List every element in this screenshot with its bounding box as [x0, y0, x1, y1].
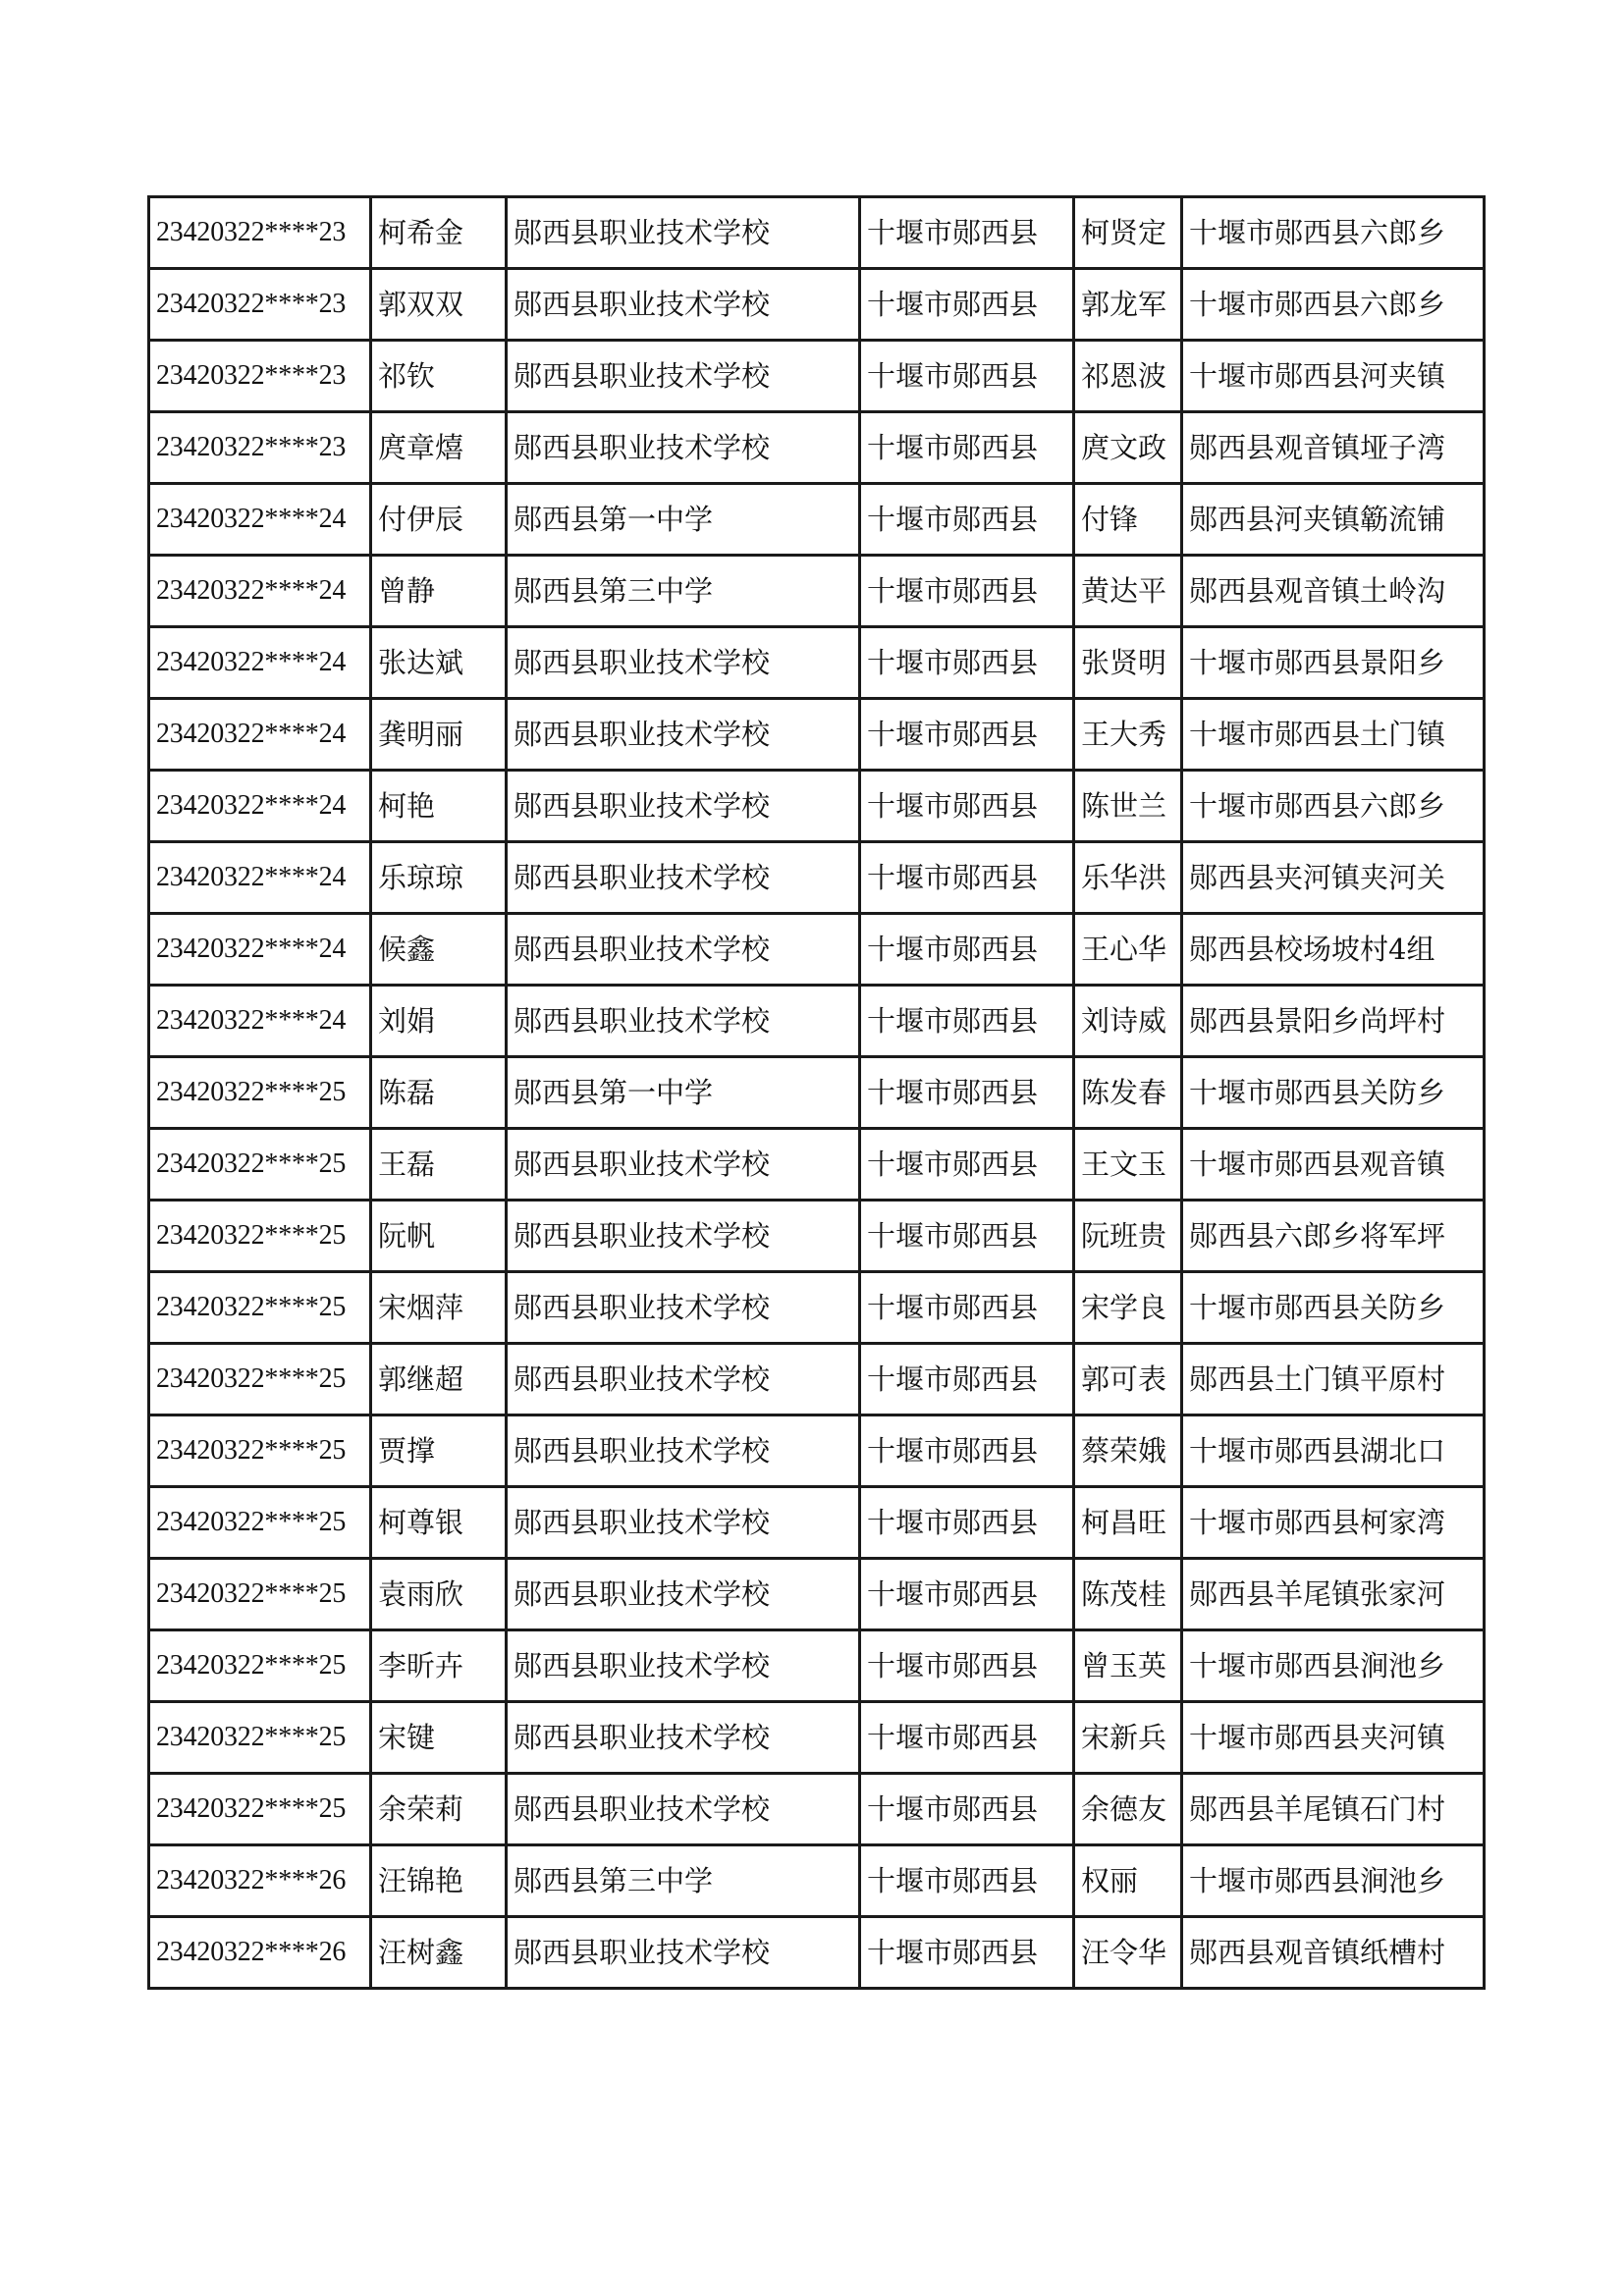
address-cell: 郧西县观音镇垭子湾	[1182, 412, 1485, 484]
county-cell: 十堰市郧西县	[860, 627, 1074, 699]
address-cell: 十堰市郧西县六郎乡	[1182, 197, 1485, 269]
address-cell: 十堰市郧西县六郎乡	[1182, 269, 1485, 341]
table-row	[149, 197, 1485, 269]
school-cell: 郧西县第三中学	[507, 1845, 860, 1917]
guardian-name-cell: 郭可表	[1074, 1344, 1182, 1415]
school-cell: 郧西县职业技术学校	[507, 197, 860, 269]
student-name-cell: 庹章熺	[371, 412, 507, 484]
county-cell: 十堰市郧西县	[860, 986, 1074, 1057]
school-cell: 郧西县职业技术学校	[507, 1702, 860, 1774]
student-name-cell: 宋烟萍	[371, 1272, 507, 1344]
id-number-cell: 23420322****25	[149, 1129, 371, 1201]
address-cell: 郧西县羊尾镇石门村	[1182, 1774, 1485, 1845]
table-row	[149, 1559, 1485, 1630]
county-cell: 十堰市郧西县	[860, 341, 1074, 412]
student-name-cell: 柯希金	[371, 197, 507, 269]
student-name-cell: 乐琼琼	[371, 842, 507, 914]
guardian-name-cell: 祁恩波	[1074, 341, 1182, 412]
address-cell: 十堰市郧西县景阳乡	[1182, 627, 1485, 699]
address-cell: 十堰市郧西县湖北口	[1182, 1415, 1485, 1487]
table-row	[149, 1702, 1485, 1774]
roster-body	[149, 197, 1485, 1989]
id-number-cell: 23420322****25	[149, 1415, 371, 1487]
guardian-name-cell: 柯昌旺	[1074, 1487, 1182, 1559]
guardian-name-cell: 柯贤定	[1074, 197, 1182, 269]
school-cell: 郧西县第一中学	[507, 484, 860, 556]
county-cell: 十堰市郧西县	[860, 1917, 1074, 1989]
table-row	[149, 986, 1485, 1057]
county-cell: 十堰市郧西县	[860, 1415, 1074, 1487]
address-cell: 郧西县观音镇土岭沟	[1182, 556, 1485, 627]
guardian-name-cell: 余德友	[1074, 1774, 1182, 1845]
id-number-cell: 23420322****25	[149, 1702, 371, 1774]
address-cell: 十堰市郧西县土门镇	[1182, 699, 1485, 771]
table-row	[149, 842, 1485, 914]
school-cell: 郧西县职业技术学校	[507, 1272, 860, 1344]
address-cell: 郧西县土门镇平原村	[1182, 1344, 1485, 1415]
county-cell: 十堰市郧西县	[860, 556, 1074, 627]
address-cell: 十堰市郧西县六郎乡	[1182, 771, 1485, 842]
address-cell: 十堰市郧西县夹河镇	[1182, 1702, 1485, 1774]
table-row	[149, 627, 1485, 699]
address-cell: 郧西县景阳乡尚坪村	[1182, 986, 1485, 1057]
id-number-cell: 23420322****23	[149, 341, 371, 412]
table-row	[149, 699, 1485, 771]
id-number-cell: 23420322****25	[149, 1630, 371, 1702]
county-cell: 十堰市郧西县	[860, 842, 1074, 914]
student-name-cell: 祁钦	[371, 341, 507, 412]
guardian-name-cell: 陈世兰	[1074, 771, 1182, 842]
student-name-cell: 余荣莉	[371, 1774, 507, 1845]
student-name-cell: 汪树鑫	[371, 1917, 507, 1989]
county-cell: 十堰市郧西县	[860, 1845, 1074, 1917]
guardian-name-cell: 王文玉	[1074, 1129, 1182, 1201]
school-cell: 郧西县职业技术学校	[507, 1487, 860, 1559]
id-number-cell: 23420322****25	[149, 1057, 371, 1129]
id-number-cell: 23420322****24	[149, 484, 371, 556]
address-cell: 十堰市郧西县关防乡	[1182, 1272, 1485, 1344]
county-cell: 十堰市郧西县	[860, 412, 1074, 484]
student-name-cell: 候鑫	[371, 914, 507, 986]
guardian-name-cell: 黄达平	[1074, 556, 1182, 627]
county-cell: 十堰市郧西县	[860, 1057, 1074, 1129]
student-name-cell: 张达斌	[371, 627, 507, 699]
id-number-cell: 23420322****25	[149, 1774, 371, 1845]
guardian-name-cell: 曾玉英	[1074, 1630, 1182, 1702]
school-cell: 郧西县职业技术学校	[507, 1415, 860, 1487]
id-number-cell: 23420322****26	[149, 1917, 371, 1989]
county-cell: 十堰市郧西县	[860, 1272, 1074, 1344]
student-roster-table	[147, 195, 1486, 1990]
table-row	[149, 1415, 1485, 1487]
student-name-cell: 陈磊	[371, 1057, 507, 1129]
id-number-cell: 23420322****24	[149, 842, 371, 914]
county-cell: 十堰市郧西县	[860, 771, 1074, 842]
guardian-name-cell: 阮班贵	[1074, 1201, 1182, 1272]
school-cell: 郧西县职业技术学校	[507, 269, 860, 341]
table-row	[149, 1057, 1485, 1129]
guardian-name-cell: 王大秀	[1074, 699, 1182, 771]
county-cell: 十堰市郧西县	[860, 1201, 1074, 1272]
student-name-cell: 付伊辰	[371, 484, 507, 556]
guardian-name-cell: 郭龙军	[1074, 269, 1182, 341]
guardian-name-cell: 权丽	[1074, 1845, 1182, 1917]
student-name-cell: 曾静	[371, 556, 507, 627]
school-cell: 郧西县职业技术学校	[507, 341, 860, 412]
student-name-cell: 李昕卉	[371, 1630, 507, 1702]
student-name-cell: 郭双双	[371, 269, 507, 341]
school-cell: 郧西县职业技术学校	[507, 1630, 860, 1702]
table-row	[149, 484, 1485, 556]
county-cell: 十堰市郧西县	[860, 1774, 1074, 1845]
table-row	[149, 269, 1485, 341]
id-number-cell: 23420322****25	[149, 1559, 371, 1630]
id-number-cell: 23420322****23	[149, 412, 371, 484]
id-number-cell: 23420322****24	[149, 699, 371, 771]
table-row	[149, 1845, 1485, 1917]
guardian-name-cell: 陈发春	[1074, 1057, 1182, 1129]
guardian-name-cell: 付锋	[1074, 484, 1182, 556]
table-row	[149, 771, 1485, 842]
address-cell: 十堰市郧西县观音镇	[1182, 1129, 1485, 1201]
student-name-cell: 汪锦艳	[371, 1845, 507, 1917]
guardian-name-cell: 王心华	[1074, 914, 1182, 986]
school-cell: 郧西县职业技术学校	[507, 1774, 860, 1845]
table-row	[149, 341, 1485, 412]
school-cell: 郧西县职业技术学校	[507, 627, 860, 699]
id-number-cell: 23420322****23	[149, 269, 371, 341]
county-cell: 十堰市郧西县	[860, 699, 1074, 771]
guardian-name-cell: 蔡荣娥	[1074, 1415, 1182, 1487]
guardian-name-cell: 庹文政	[1074, 412, 1182, 484]
guardian-name-cell: 宋学良	[1074, 1272, 1182, 1344]
table-row	[149, 1917, 1485, 1989]
student-name-cell: 郭继超	[371, 1344, 507, 1415]
school-cell: 郧西县职业技术学校	[507, 1917, 860, 1989]
id-number-cell: 23420322****25	[149, 1487, 371, 1559]
id-number-cell: 23420322****25	[149, 1201, 371, 1272]
school-cell: 郧西县职业技术学校	[507, 914, 860, 986]
student-name-cell: 袁雨欣	[371, 1559, 507, 1630]
table-row	[149, 1630, 1485, 1702]
id-number-cell: 23420322****25	[149, 1344, 371, 1415]
county-cell: 十堰市郧西县	[860, 1630, 1074, 1702]
student-name-cell: 柯尊银	[371, 1487, 507, 1559]
student-name-cell: 龚明丽	[371, 699, 507, 771]
id-number-cell: 23420322****24	[149, 771, 371, 842]
county-cell: 十堰市郧西县	[860, 1344, 1074, 1415]
county-cell: 十堰市郧西县	[860, 269, 1074, 341]
student-name-cell: 贾撑	[371, 1415, 507, 1487]
table-row	[149, 1774, 1485, 1845]
table-row	[149, 1129, 1485, 1201]
id-number-cell: 23420322****23	[149, 197, 371, 269]
address-cell: 十堰市郧西县关防乡	[1182, 1057, 1485, 1129]
id-number-cell: 23420322****24	[149, 914, 371, 986]
school-cell: 郧西县职业技术学校	[507, 412, 860, 484]
table-row	[149, 556, 1485, 627]
id-number-cell: 23420322****24	[149, 556, 371, 627]
address-cell: 郧西县校场坡村4组	[1182, 914, 1485, 986]
county-cell: 十堰市郧西县	[860, 1487, 1074, 1559]
school-cell: 郧西县第一中学	[507, 1057, 860, 1129]
table-row	[149, 1272, 1485, 1344]
school-cell: 郧西县第三中学	[507, 556, 860, 627]
county-cell: 十堰市郧西县	[860, 484, 1074, 556]
school-cell: 郧西县职业技术学校	[507, 1201, 860, 1272]
student-name-cell: 宋键	[371, 1702, 507, 1774]
student-name-cell: 刘娟	[371, 986, 507, 1057]
guardian-name-cell: 宋新兵	[1074, 1702, 1182, 1774]
school-cell: 郧西县职业技术学校	[507, 1559, 860, 1630]
address-cell: 十堰市郧西县涧池乡	[1182, 1845, 1485, 1917]
county-cell: 十堰市郧西县	[860, 1129, 1074, 1201]
guardian-name-cell: 张贤明	[1074, 627, 1182, 699]
guardian-name-cell: 乐华洪	[1074, 842, 1182, 914]
table-row	[149, 1344, 1485, 1415]
county-cell: 十堰市郧西县	[860, 1702, 1074, 1774]
table-row	[149, 1487, 1485, 1559]
id-number-cell: 23420322****26	[149, 1845, 371, 1917]
guardian-name-cell: 陈茂桂	[1074, 1559, 1182, 1630]
county-cell: 十堰市郧西县	[860, 197, 1074, 269]
id-number-cell: 23420322****25	[149, 1272, 371, 1344]
student-name-cell: 王磊	[371, 1129, 507, 1201]
table-row	[149, 412, 1485, 484]
address-cell: 十堰市郧西县柯家湾	[1182, 1487, 1485, 1559]
school-cell: 郧西县职业技术学校	[507, 771, 860, 842]
school-cell: 郧西县职业技术学校	[507, 1129, 860, 1201]
school-cell: 郧西县职业技术学校	[507, 986, 860, 1057]
address-cell: 郧西县羊尾镇张家河	[1182, 1559, 1485, 1630]
id-number-cell: 23420322****24	[149, 627, 371, 699]
student-name-cell: 阮帆	[371, 1201, 507, 1272]
county-cell: 十堰市郧西县	[860, 914, 1074, 986]
address-cell: 十堰市郧西县涧池乡	[1182, 1630, 1485, 1702]
guardian-name-cell: 刘诗威	[1074, 986, 1182, 1057]
school-cell: 郧西县职业技术学校	[507, 842, 860, 914]
student-name-cell: 柯艳	[371, 771, 507, 842]
address-cell: 郧西县六郎乡将军坪	[1182, 1201, 1485, 1272]
school-cell: 郧西县职业技术学校	[507, 699, 860, 771]
address-cell: 郧西县观音镇纸槽村	[1182, 1917, 1485, 1989]
table-row	[149, 1201, 1485, 1272]
id-number-cell: 23420322****24	[149, 986, 371, 1057]
address-cell: 十堰市郧西县河夹镇	[1182, 341, 1485, 412]
address-cell: 郧西县夹河镇夹河关	[1182, 842, 1485, 914]
address-cell: 郧西县河夹镇簕流铺	[1182, 484, 1485, 556]
guardian-name-cell: 汪令华	[1074, 1917, 1182, 1989]
county-cell: 十堰市郧西县	[860, 1559, 1074, 1630]
school-cell: 郧西县职业技术学校	[507, 1344, 860, 1415]
table-row	[149, 914, 1485, 986]
